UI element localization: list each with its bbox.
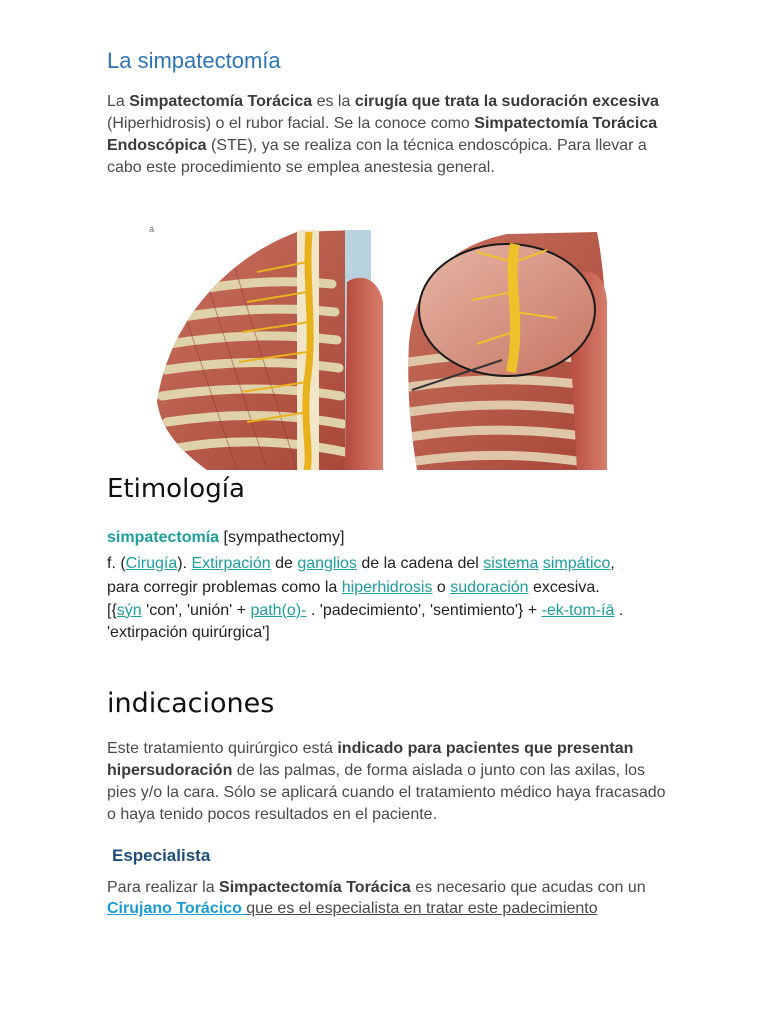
etymology-purpose-line <box>107 577 667 600</box>
link-extirpacion[interactable]: Extirpación <box>191 554 271 572</box>
etymology-origin-line <box>107 600 667 645</box>
link-cirugia[interactable]: Cirugía <box>125 554 178 572</box>
text-run: excesiva. <box>528 579 600 596</box>
text-run: es la <box>312 93 355 110</box>
link-syn[interactable]: sýn <box>116 601 142 619</box>
text-run: Para realizar la <box>107 879 220 896</box>
section-title-etimologia: Etimología <box>107 474 245 504</box>
bold-run: Simpactectomía Torácica <box>219 879 411 896</box>
text-run: de <box>270 554 298 572</box>
corner-mark: a <box>149 224 155 234</box>
text-run: (Hiperhidrosis) o el rubor facial. Se la conoce como <box>107 115 475 132</box>
text-run: (STE), ya se realiza con la técnica endoscópica. Para llevar a cabo este procedimiento se emplea anestesia general. <box>107 137 647 176</box>
link-ektomia[interactable]: -ek-tom-íā <box>541 601 615 619</box>
headword: simpatectomía <box>107 529 220 546</box>
link-continuation-text[interactable]: que es el especialista en tratar este padecimiento <box>246 900 598 917</box>
headword-english: [sympathectomy] <box>219 529 345 546</box>
illustration-svg <box>147 222 627 470</box>
anatomical-illustration <box>147 222 627 470</box>
indicaciones-paragraph <box>107 738 667 826</box>
link-ganglios[interactable]: ganglios <box>297 554 357 572</box>
text-run: es necesario que acudas con un <box>410 879 646 896</box>
link-sistema[interactable]: sistema <box>483 554 539 572</box>
text-run: de la cadena del <box>356 554 484 572</box>
text-run: , <box>610 554 615 572</box>
bold-run: cirugía que trata la sudoración excesiva <box>354 93 659 110</box>
link-simpatico[interactable]: simpático <box>542 554 611 572</box>
etymology-block <box>107 527 667 645</box>
text-run: f. ( <box>107 554 126 572</box>
link-cirujano-toracico[interactable]: Cirujano Torácico <box>107 900 247 917</box>
section-title-indicaciones: indicaciones <box>107 688 275 719</box>
section-title-simpatectomia: La simpatectomía <box>107 48 281 73</box>
right-thorax-panel <box>408 232 607 470</box>
text-run: para corregir problemas como la <box>107 579 342 596</box>
link-hiperhidrosis[interactable]: hiperhidrosis <box>341 579 433 596</box>
left-thorax-panel <box>157 230 383 470</box>
text-run: o <box>432 579 451 596</box>
text-run: La <box>107 93 130 110</box>
etymology-definition-line <box>107 553 667 576</box>
section-title-especialista: Especialista <box>112 846 211 865</box>
bold-run: indicado para pacientes que presentan hipersudoración <box>107 740 634 779</box>
text-run: . 'extirpación quirúrgica'] <box>107 601 624 641</box>
link-patho[interactable]: path(o)- <box>250 601 307 619</box>
etymology-headword-line <box>107 527 667 550</box>
text-run: Este tratamiento quirúrgico está <box>107 740 338 757</box>
intro-paragraph <box>107 91 667 179</box>
link-sudoracion[interactable]: sudoración <box>450 579 529 596</box>
bold-run: Simpatectomía Torácica <box>129 93 313 110</box>
text-run: de las palmas, de forma aislada o junto con las axilas, los pies y/o la cara. Sólo se aplicará cuando el tratamiento médico haya fracasado o haya tenido pocos resultados en el paciente. <box>107 762 666 823</box>
text-run: [{ <box>107 601 117 619</box>
text-run: ). <box>177 554 192 572</box>
especialista-paragraph <box>107 877 667 919</box>
bold-run: Simpatectomía Torácica Endoscópica <box>107 115 658 154</box>
text-run: 'con', 'unión' + <box>141 601 251 619</box>
text-run: . 'padecimiento', 'sentimiento'} + <box>306 601 542 619</box>
